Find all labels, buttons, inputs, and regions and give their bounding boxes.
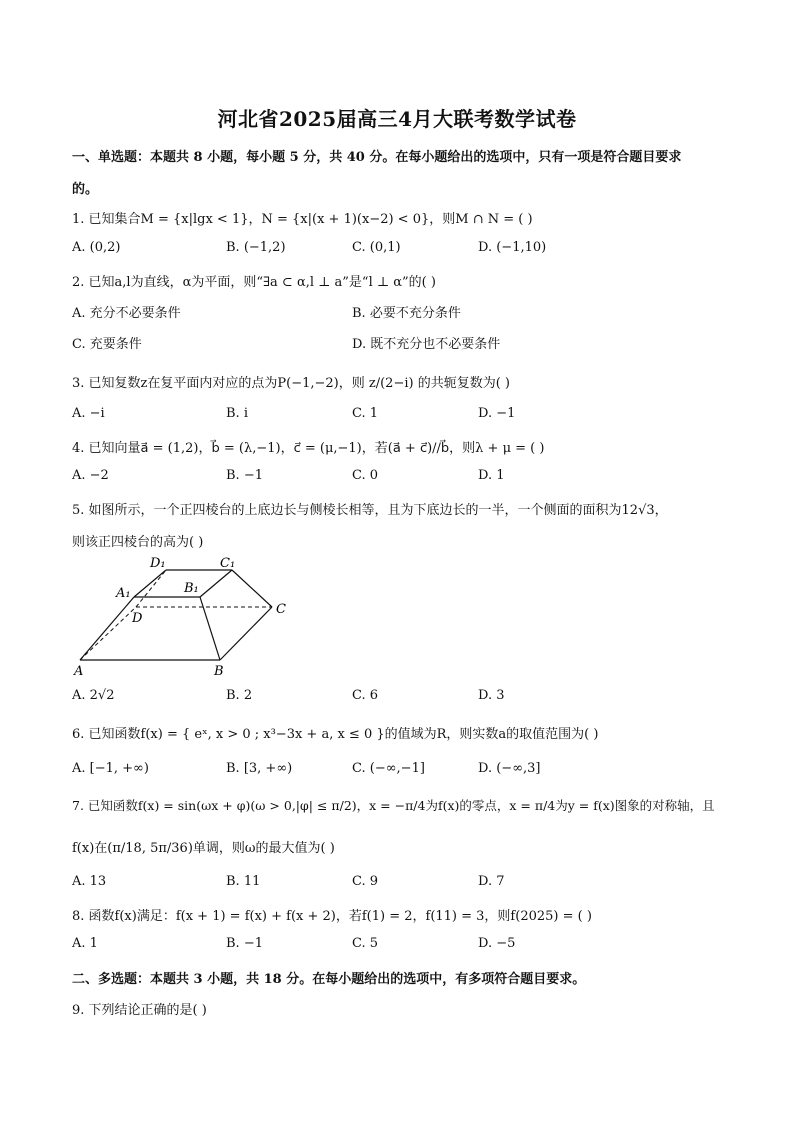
question-6-stem: 6. 已知函数f(x) = { eˣ, x > 0 ; x³−3x + a, x ≤ 0 }的值域为R，则实数a的取值范围为( ) — [72, 727, 599, 742]
question-3-option-b: B. i — [226, 406, 248, 421]
edge-ad-hidden — [80, 607, 136, 660]
question-4-option-a: A. −2 — [72, 468, 109, 483]
question-9-stem: 9. 下列结论正确的是( ) — [72, 1003, 207, 1018]
edge-cc1 — [232, 570, 272, 607]
vertex-label-d1: D₁ — [150, 556, 166, 571]
question-8-option-a: A. 1 — [72, 936, 98, 951]
edge-a1d1 — [134, 570, 166, 597]
question-4-option-c: C. 0 — [352, 468, 379, 483]
edge-b1c1 — [200, 570, 232, 597]
vertex-label-c1: C₁ — [220, 556, 236, 571]
question-8-option-c: C. 5 — [352, 936, 379, 951]
vertex-label-b: B — [214, 664, 224, 679]
question-8-option-d: D. −5 — [478, 936, 516, 951]
question-3-option-c: C. 1 — [352, 406, 379, 421]
question-5-option-c: C. 6 — [352, 688, 379, 703]
question-2-option-b: B. 必要不充分条件 — [352, 306, 461, 321]
question-5-option-d: D. 3 — [478, 688, 505, 703]
section1-heading: 一、单选题：本题共 8 小题，每小题 5 分，共 40 分。在每小题给出的选项中，只有一项是符合题目要求 — [72, 150, 682, 165]
question-8-stem: 8. 函数f(x)满足：f(x + 1) = f(x) + f(x + 2)，若f(1) = 2，f(11) = 3，则f(2025) = ( ) — [72, 909, 592, 924]
edge-bb1 — [200, 597, 220, 660]
question-2-stem: 2. 已知a,l为直线，α为平面，则“∃a ⊂ α,l ⊥ a”是“l ⊥ α”的( ) — [72, 275, 436, 290]
question-1-option-a: A. (0,2) — [72, 240, 121, 255]
vertex-label-b1: B₁ — [184, 581, 199, 596]
vertex-label-a: A — [74, 664, 84, 679]
vertex-label-d: D — [132, 611, 143, 626]
frustum-figure — [72, 553, 312, 681]
question-1-option-c: C. (0,1) — [352, 240, 401, 255]
question-2-option-a: A. 充分不必要条件 — [72, 306, 181, 321]
question-7-option-d: D. 7 — [478, 874, 505, 889]
question-3-option-d: D. −1 — [478, 406, 516, 421]
question-6-option-b: B. [3, +∞) — [226, 761, 293, 776]
question-2-option-c: C. 充要条件 — [72, 337, 142, 352]
question-3-option-a: A. −i — [72, 406, 105, 421]
question-6-option-c: C. (−∞,−1] — [352, 761, 425, 776]
question-4-option-d: D. 1 — [478, 468, 505, 483]
question-7-option-b: B. 11 — [226, 874, 261, 889]
question-5-option-a: A. 2√2 — [72, 688, 115, 703]
question-5-stem: 5. 如图所示，一个正四棱台的上底边长与侧棱长相等，且为下底边长的一半，一个侧面的面积为12√3， — [72, 503, 668, 518]
question-3-stem: 3. 已知复数z在复平面内对应的点为P(−1,−2)，则 z/(2−i) 的共轭复数为( ) — [72, 376, 510, 391]
question-8-option-b: B. −1 — [226, 936, 263, 951]
edge-bc — [220, 607, 272, 660]
vertex-label-c: C — [276, 602, 286, 617]
question-1-stem: 1. 已知集合M = {x|lgx < 1}，N = {x|(x + 1)(x−2) < 0}，则M ∩ N = ( ) — [72, 212, 533, 227]
vertex-label-a1: A₁ — [116, 586, 131, 601]
question-6-option-d: D. (−∞,3] — [478, 761, 541, 776]
question-5-stem-cont: 则该正四棱台的高为( ) — [72, 535, 204, 550]
question-1-option-d: D. (−1,10) — [478, 240, 547, 255]
edge-aa1 — [80, 597, 134, 660]
question-6-option-a: A. [−1, +∞) — [72, 761, 149, 776]
question-5-option-b: B. 2 — [226, 688, 253, 703]
question-2-option-d: D. 既不充分也不必要条件 — [352, 337, 501, 352]
question-4-option-b: B. −1 — [226, 468, 263, 483]
question-4-stem: 4. 已知向量a⃗ = (1,2)，b⃗ = (λ,−1)，c⃗ = (μ,−1)，若(a⃗ + c⃗)//b⃗，则λ + μ = ( ) — [72, 441, 545, 456]
section2-heading: 二、多选题：本题共 3 小题，共 18 分。在每小题给出的选项中，有多项符合题目要求。 — [72, 972, 586, 987]
question-7-option-c: C. 9 — [352, 874, 379, 889]
section1-heading-cont: 的。 — [72, 182, 99, 197]
question-1-option-b: B. (−1,2) — [226, 240, 286, 255]
edge-dd1-hidden — [136, 570, 166, 607]
exam-title: 河北省2025届高三4月大联考数学试卷 — [217, 107, 577, 131]
question-7-stem: 7. 已知函数f(x) = sin(ωx + φ)(ω > 0,|φ| ≤ π/2)，x = −π/4为f(x)的零点，x = π/4为y = f(x)图象的对称轴，且 — [72, 798, 715, 813]
question-7-stem-cont: f(x)在(π/18, 5π/36)单调，则ω的最大值为( ) — [72, 841, 335, 856]
question-7-option-a: A. 13 — [72, 874, 107, 889]
